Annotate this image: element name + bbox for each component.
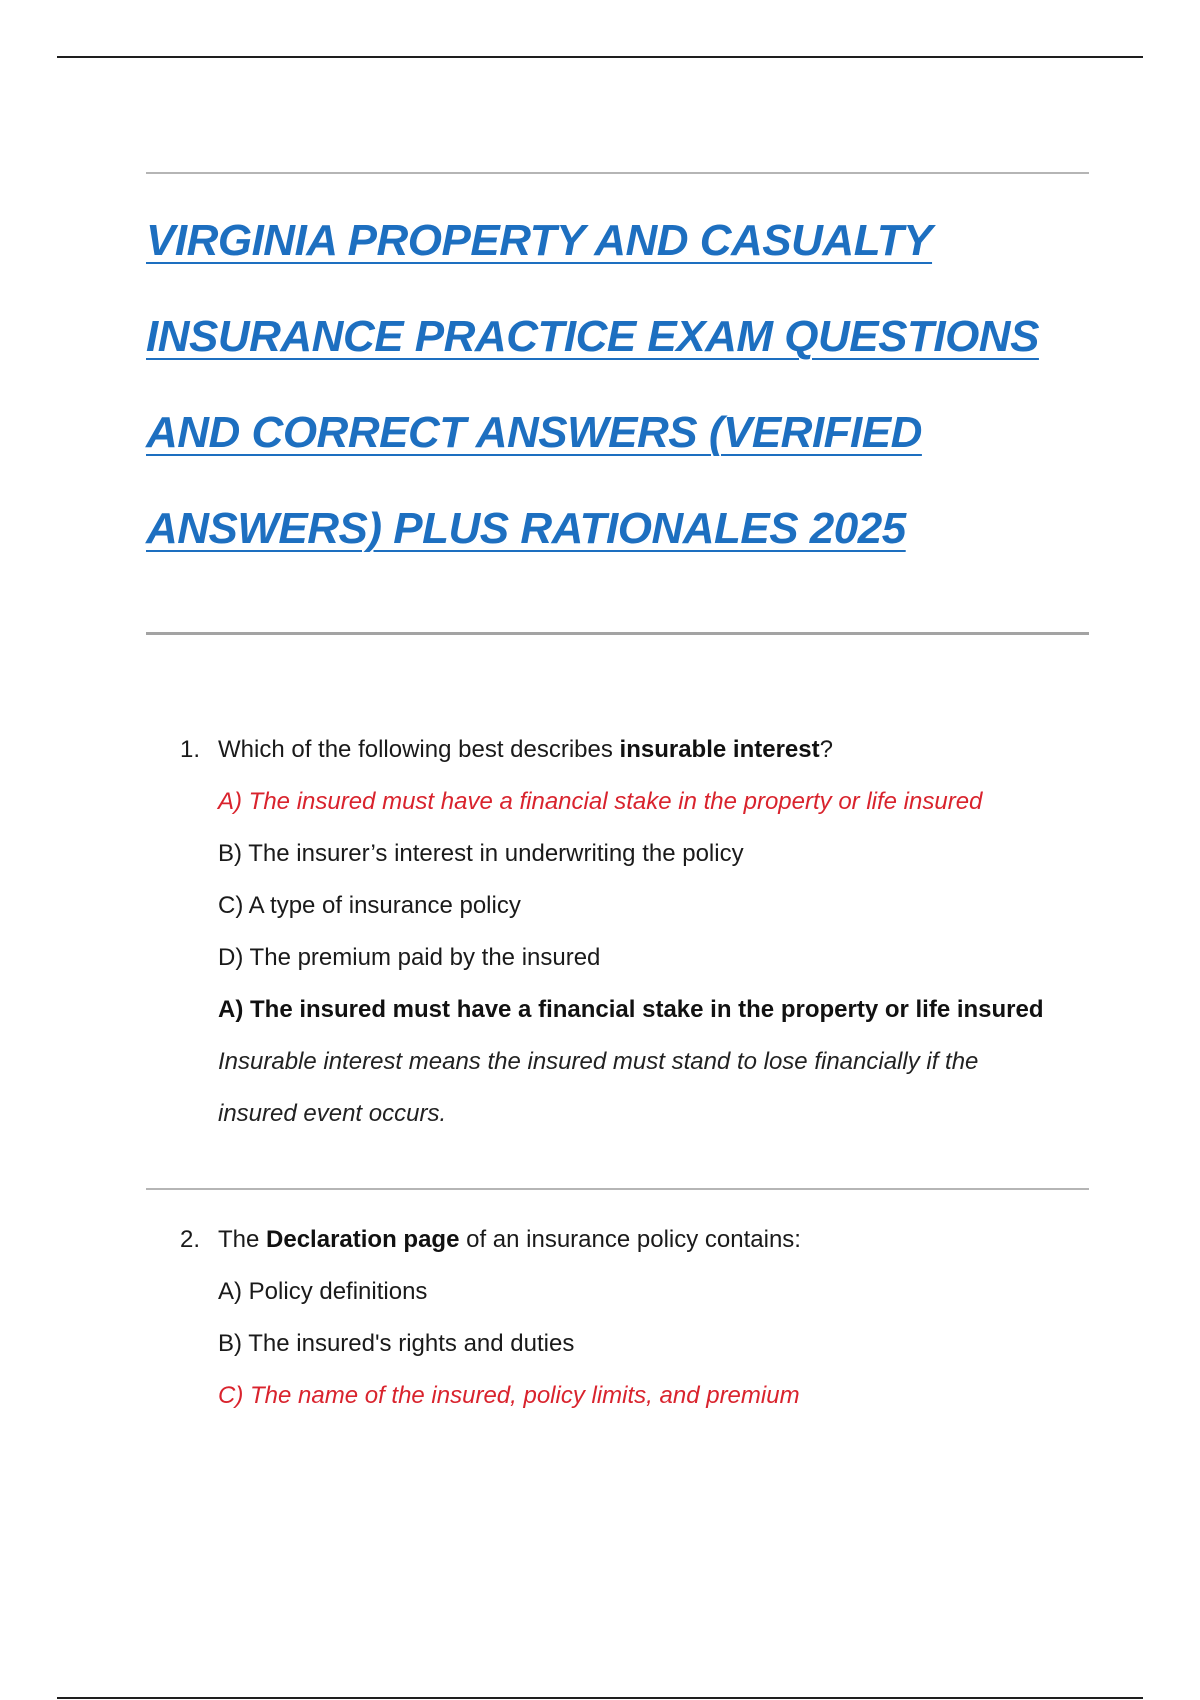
question-divider xyxy=(146,1188,1089,1190)
page-top-rule xyxy=(57,56,1143,58)
question-number: 1. xyxy=(180,736,201,763)
document-title xyxy=(146,200,1106,584)
key-term: insurable interest xyxy=(619,736,820,763)
title-bottom-divider xyxy=(146,632,1089,635)
option-c-correct: C) The name of the insured, policy limits, and premium xyxy=(218,1382,800,1409)
page-bottom-rule xyxy=(57,1697,1143,1699)
option-b: B) The insurer’s interest in underwriting the policy xyxy=(218,840,744,867)
option-d: D) The premium paid by the insured xyxy=(218,944,601,971)
option-a: A) Policy definitions xyxy=(218,1278,428,1305)
correct-answer: A) The insured must have a financial stake in the property or life insured xyxy=(218,996,1044,1023)
title-top-divider xyxy=(146,172,1089,174)
option-a-correct: A) The insured must have a financial stake in the property or life insured xyxy=(218,788,983,815)
question-1 xyxy=(180,724,1080,1140)
title-line-3: AND CORRECT ANSWERS (VERIFIED xyxy=(146,408,922,457)
title-line-1: VIRGINIA PROPERTY AND CASUALTY xyxy=(146,216,933,265)
question-number: 2. xyxy=(180,1226,201,1253)
rationale: Insurable interest means the insured must stand to lose financially if the insured event occurs. xyxy=(218,1048,979,1127)
option-c: C) A type of insurance policy xyxy=(218,892,521,919)
title-line-4: ANSWERS) PLUS RATIONALES 2025 xyxy=(146,504,906,553)
question-stem: 2. The Declaration page of an insurance policy contains: xyxy=(180,1214,1080,1266)
key-term: Declaration page xyxy=(266,1226,460,1253)
question-2 xyxy=(180,1214,1080,1422)
question-stem: 1. Which of the following best describes insurable interest? xyxy=(180,724,1080,776)
option-b: B) The insured's rights and duties xyxy=(218,1330,575,1357)
title-line-2: INSURANCE PRACTICE EXAM QUESTIONS xyxy=(146,312,1039,361)
